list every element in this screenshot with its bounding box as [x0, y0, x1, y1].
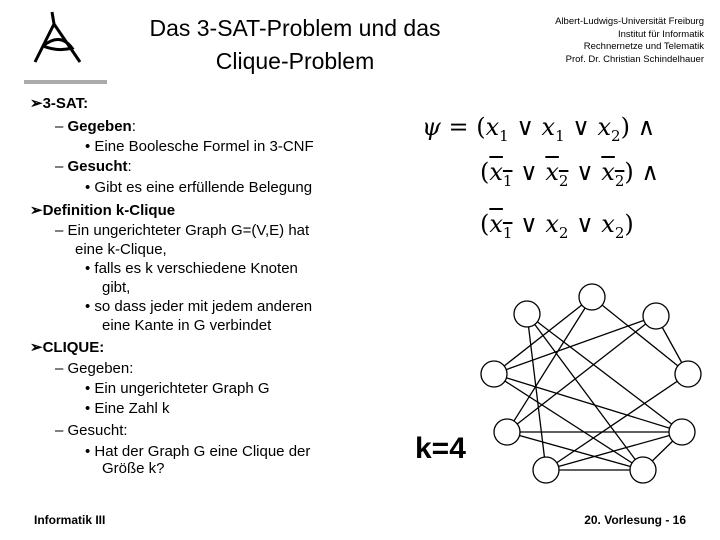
formula-line-3: ($x_1$ ∨ $x_2$ ∨ $x_2$): [480, 210, 634, 242]
graph-node: [579, 284, 605, 310]
list-item: eine k-Clique,: [75, 241, 167, 258]
heading-3sat: ➢3-SAT:: [30, 95, 89, 112]
institution-info: Albert-Ludwigs-Universität Freiburg Institut für Informatik Rechnernetze und Telematik Prof. Dr. Christian Schindelhauer: [555, 16, 704, 65]
graph-node: [494, 419, 520, 445]
list-item: – Gesucht:: [55, 158, 132, 175]
list-item: eine Kante in G verbindet: [102, 317, 272, 334]
k-label: k=4: [415, 432, 466, 465]
graph-node: [533, 457, 559, 483]
list-item: – Gesucht:: [55, 422, 128, 439]
graph-node: [630, 457, 656, 483]
list-item: • Ein ungerichteter Graph G: [85, 380, 270, 397]
graph-edge: [527, 314, 546, 470]
page-title: Das 3-SAT-Problem und das Clique-Problem: [149, 15, 441, 74]
graph-edge: [507, 432, 643, 470]
formula-line-2: ($x_1$ ∨ $x_2$ ∨ $x_2$) ∧: [480, 158, 659, 190]
list-item: – Ein ungerichteter Graph G=(V,E) hat: [55, 222, 310, 239]
footer-page: 20. Vorlesung - 16: [584, 513, 686, 527]
list-item: – Gegeben:: [55, 360, 134, 377]
graph-edge: [494, 374, 643, 470]
footer-course: Informatik III: [34, 513, 106, 527]
graph-edge: [494, 374, 682, 432]
graph-node: [675, 361, 701, 387]
list-item: • falls es k verschiedene Knoten: [85, 260, 298, 277]
graph-node: [669, 419, 695, 445]
heading-k-clique: ➢Definition k-Clique: [30, 202, 176, 219]
graph-edge: [592, 297, 688, 374]
graph-node: [514, 301, 540, 327]
graph-node: [481, 361, 507, 387]
graph-node: [643, 303, 669, 329]
heading-clique: ➢CLIQUE:: [30, 339, 105, 356]
formula-line-1: $\psi = (x_1$ ∨ $x_1$ ∨ $x_2$) ∧: [422, 113, 656, 145]
list-item: • Hat der Graph G eine Clique der: [85, 443, 311, 460]
list-item: • Eine Zahl k: [85, 400, 170, 417]
graph-edge: [527, 314, 682, 432]
graph-edge: [527, 314, 643, 470]
list-item: gibt,: [102, 279, 131, 296]
list-item: • so dass jeder mit jedem anderen: [85, 298, 313, 315]
list-item: – Gegeben:: [55, 118, 136, 135]
list-item: Größe k?: [102, 460, 165, 477]
list-item: • Eine Boolesche Formel in 3-CNF: [85, 138, 314, 155]
list-item: • Gibt es eine erfüllende Belegung: [85, 179, 313, 196]
